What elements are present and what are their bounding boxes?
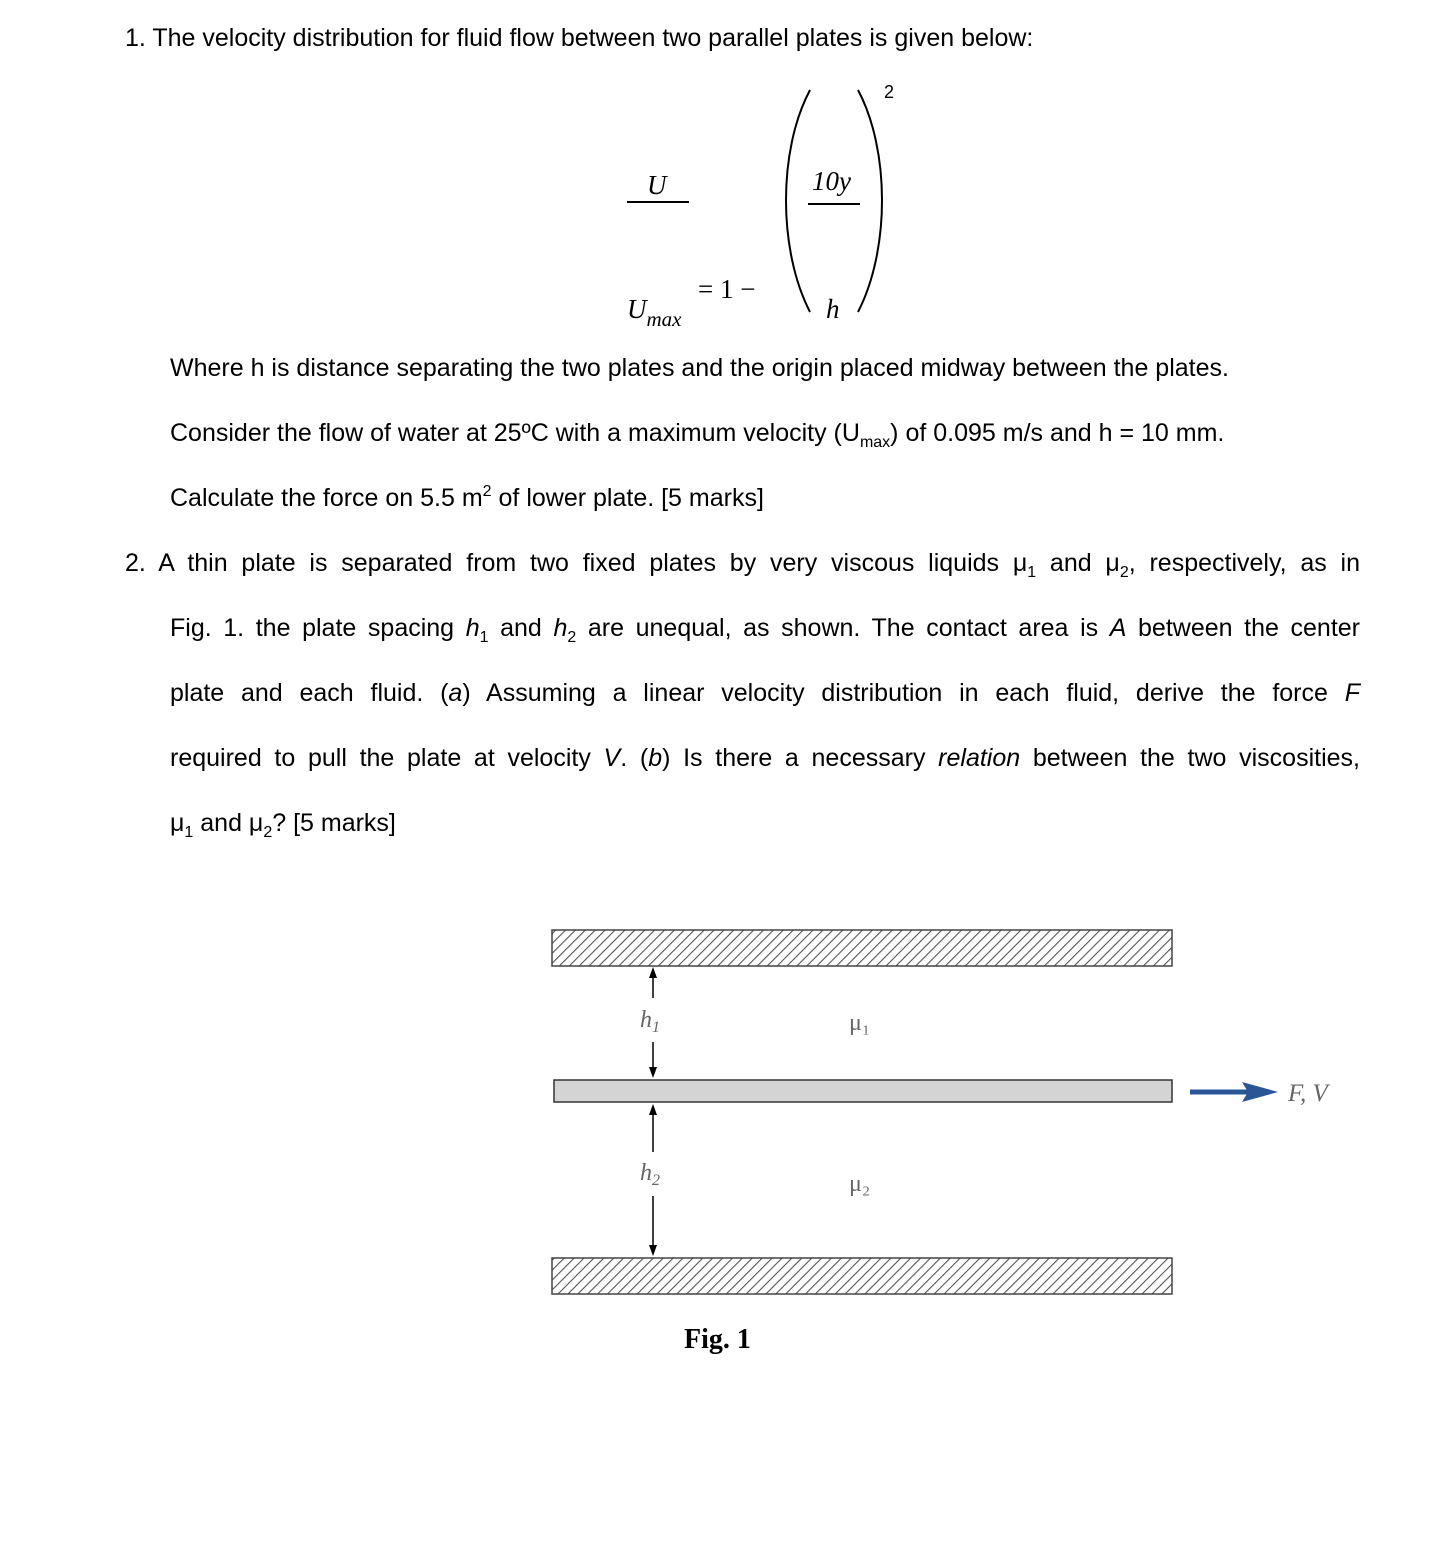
q2-line-5: $\mu_1$ and $\mu_2$? [5 marks]: [170, 809, 396, 841]
figure-caption: Fig. 1: [684, 1324, 751, 1355]
moving-plate: [554, 1080, 1172, 1102]
q2-line-3: plate and each fluid. (a) Assuming a linear velocity distribution in each fluid, derive the force F: [170, 679, 1360, 707]
q2-line-1: 2. A thin plate is separated from two fixed plates by very viscous liquids $\mu_1$ and $\mu_2$, respectively, as in: [125, 549, 1360, 581]
q1-calculate-line: Calculate the force on 5.5 $m^2$ of lower plate. [5 marks]: [170, 483, 764, 512]
force-arrow: [1190, 1082, 1278, 1102]
mu1-label: μ₁: [849, 1010, 871, 1036]
h1-label: $h_1$: [640, 1007, 660, 1036]
q1-where-line: Where h is distance separating the two plates and the origin placed midway between the plates.: [170, 354, 1229, 382]
eq-lhs-numerator: U: [647, 170, 667, 200]
q1-consider-line: Consider the flow of water at 25ºC with a maximum velocity $(U_{max})$ of 0.095 m/s and h = 10 mm.: [170, 419, 1225, 451]
bottom-fixed-plate: [552, 1258, 1172, 1294]
q1-statement: 1. The velocity distribution for fluid flow between two parallel plates is given below:: [125, 24, 1034, 52]
q2-line-2: Fig. 1. the plate spacing $h_1$ and $h_2$ are unequal, as shown. The contact area is A between the center: [170, 614, 1361, 646]
eq-rhs-numerator: 10y: [812, 166, 851, 196]
eq-lhs-denominator: $U_{max}$: [627, 294, 682, 331]
top-fixed-plate: [552, 930, 1172, 966]
eq-rhs-denominator: h: [826, 294, 840, 324]
eq-equals-one-minus: = 1 −: [698, 274, 756, 304]
eq-exponent: 2: [884, 82, 895, 102]
mu2-label: μ₂: [849, 1171, 871, 1197]
force-velocity-label: F, V: [1288, 1080, 1328, 1107]
q2-line-4: required to pull the plate at velocity V. (b) Is there a necessary relation between the two viscosities,: [170, 744, 1360, 772]
h2-label: $h_2$: [640, 1160, 660, 1189]
